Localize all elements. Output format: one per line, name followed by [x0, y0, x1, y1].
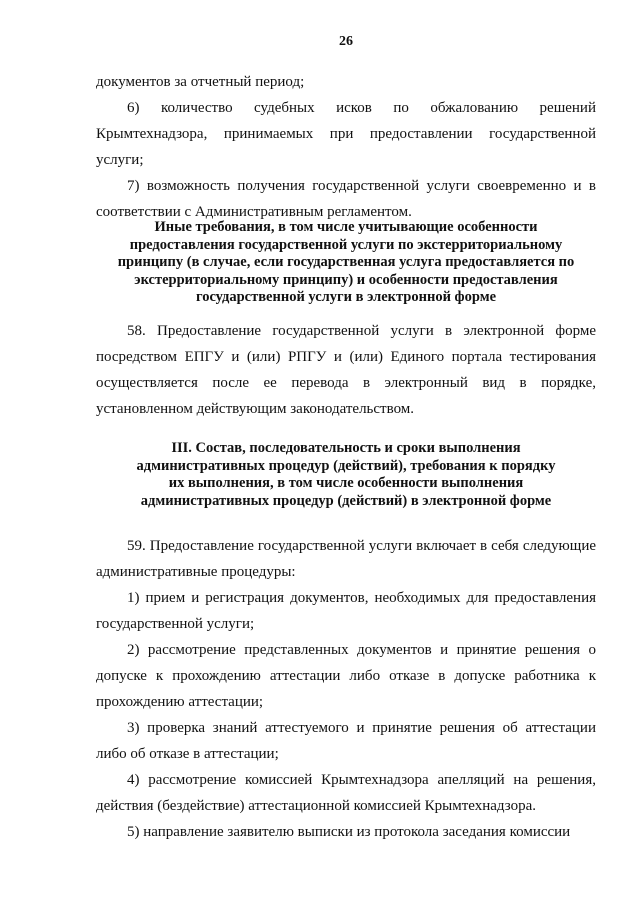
paragraph-item-6: 6) количество судебных исков по обжалованию решений Крымтехнадзора, принимаемых при предоставлении государственной услуги;: [96, 100, 596, 168]
paragraph-procedure-4: 4) рассмотрение комиссией Крымтехнадзора апелляций на решения, действия (бездействие) аттестационной комиссией Крымтехнадзора.: [96, 772, 596, 814]
heading-line: предоставления государственной услуги по экстерриториальному: [129, 236, 563, 253]
heading-line: административных процедур (действий), требования к порядку: [136, 457, 556, 474]
section-heading-administrative-procedures: [96, 440, 596, 510]
paragraph-item-59: 59. Предоставление государственной услуги включает в себя следующие административные процедуры:: [96, 538, 596, 580]
section-heading-other-requirements: [96, 219, 596, 307]
document-page: [96, 0, 596, 897]
paragraph-item-58: 58. Предоставление государственной услуги в электронной форме посредством ЕПГУ и (или) РПГУ и (или) Единого портала тестирования осуществляется после ее перевода в электронный вид в порядке, установленном действующим законодательством.: [96, 323, 596, 417]
heading-line: III. Состав, последовательность и сроки выполнения: [171, 440, 521, 456]
paragraph-procedure-5: 5) направление заявителю выписки из протокола заседания комиссии: [127, 824, 571, 840]
heading-line: принципу (в случае, если государственная услуга предоставляется по: [117, 254, 575, 270]
heading-line: их выполнения, в том числе особенности выполнения: [168, 475, 524, 491]
heading-line: экстерриториальному принципу) и особенности предоставления: [134, 271, 558, 288]
page-number: 26: [339, 34, 353, 49]
heading-line: административных процедур (действий) в электронной форме: [140, 492, 552, 509]
paragraph-procedure-2: 2) рассмотрение представленных документов и принятие решения о допуске к прохождению аттестации либо отказе в допуске работника к прохождению аттестации;: [96, 642, 596, 710]
paragraph-reporting-period: документов за отчетный период;: [96, 74, 305, 90]
heading-line: Иные требования, в том числе учитывающие особенности: [154, 219, 538, 235]
text-block-procedures: [96, 533, 596, 845]
heading-line: государственной услуги в электронной форме: [195, 289, 497, 305]
text-block-criteria: [96, 69, 596, 225]
paragraph-item-7: 7) возможность получения государственной услуги своевременно и в соответствии с Административным регламентом.: [96, 178, 596, 220]
text-block-electronic-form: [96, 318, 596, 422]
paragraph-procedure-1: 1) прием и регистрация документов, необходимых для предоставления государственной услуги;: [96, 590, 596, 632]
paragraph-procedure-3: 3) проверка знаний аттестуемого и принятие решения об аттестации либо об отказе в аттестации;: [96, 720, 596, 762]
